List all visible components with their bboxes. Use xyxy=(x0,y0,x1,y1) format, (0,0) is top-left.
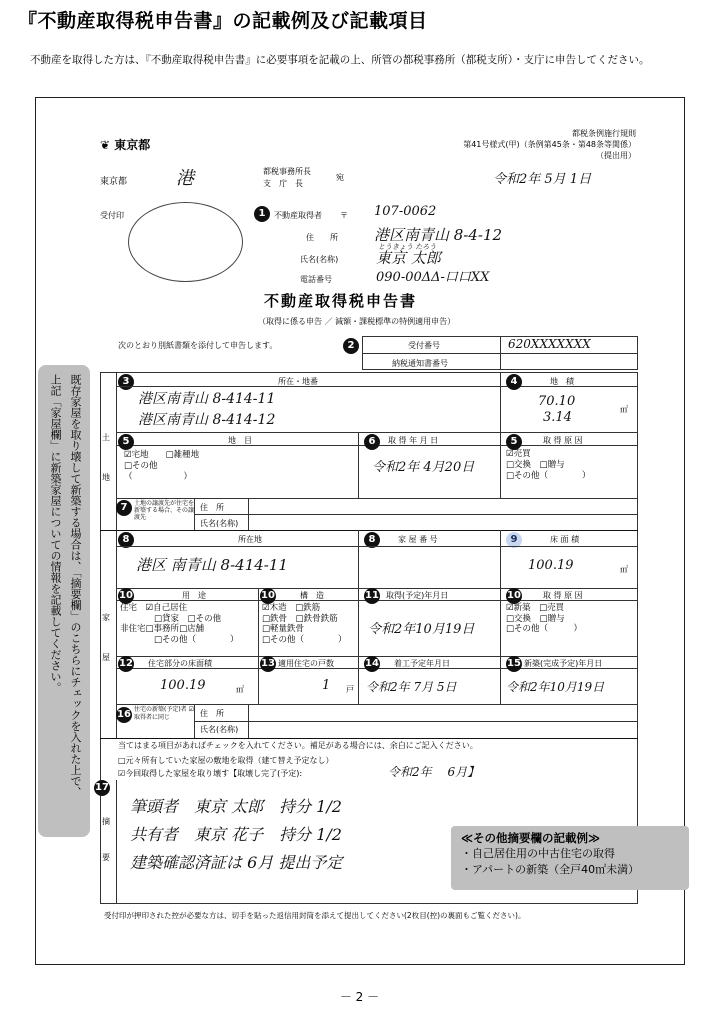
remarks-line-1: 筆頭者 東京 太郎 持分 1/2 xyxy=(130,797,342,816)
remarks-example-callout xyxy=(451,826,689,890)
marker-10a: 10 xyxy=(118,588,134,604)
structure-header: 構 造 xyxy=(300,591,324,600)
house-reason-gift[interactable]: □贈与 xyxy=(539,613,565,624)
house-reason-sale[interactable]: □売買 xyxy=(539,603,565,613)
marker-5: 5 xyxy=(118,434,134,450)
marker-2: 2 xyxy=(343,338,359,354)
use-rental[interactable]: □貸家 xyxy=(154,613,180,624)
remarks-check-1[interactable]: □元々所有していた家屋の敷地を取得（建て替え予定なし） xyxy=(118,756,334,765)
land-reason-options xyxy=(506,449,591,482)
house-reason-exchange[interactable]: □交換 xyxy=(506,613,532,624)
regulation-line-2: 第41号様式(甲)（条例第45条・第48条等関係） xyxy=(463,140,636,149)
land-cat-misc[interactable]: □雑種地 xyxy=(165,450,200,460)
row3-div-1 xyxy=(258,656,259,704)
struct-src[interactable]: □鉄骨鉄筋 xyxy=(295,613,338,624)
form-subtitle: （取得に係る申告 ／ 減額・課税標準の特例適用申告） xyxy=(258,317,456,326)
house-date-divider xyxy=(500,588,501,656)
house-reason-options xyxy=(506,603,582,635)
resident-address-label: 住 所 xyxy=(200,709,224,718)
remarks-section-line xyxy=(100,738,638,739)
land-acq-date: 令和2年 4月20日 xyxy=(372,460,475,475)
marker-16: 16 xyxy=(116,707,132,723)
house-acq-date-header: 取得(予定)年月日 xyxy=(386,591,449,600)
receipt-no-label: 受付番号 xyxy=(408,341,440,350)
land-cat-divider xyxy=(358,432,359,498)
house-acq-date: 令和2年10月19日 xyxy=(368,622,475,637)
side-note-line-1: 既存家屋を取り壊して新築する場合は、「摘要欄」のこちらにチェックを入れた上で、 xyxy=(69,374,82,798)
marker-10b: 10 xyxy=(260,588,276,604)
use-other-blank: □その他（ ） xyxy=(154,634,239,645)
land-area-divider xyxy=(500,372,501,432)
branch-head-label: 支 庁 長 xyxy=(263,179,303,188)
marker-1: 1 xyxy=(254,206,270,222)
marker-6: 6 xyxy=(364,434,380,450)
acquirer-label: 不動産取得者 xyxy=(274,211,322,220)
marker-13: 13 xyxy=(260,656,276,672)
issuer-name: 東京都 xyxy=(114,138,151,152)
units-suffix: 戸 xyxy=(346,685,354,694)
name-furigana: とうきょう たろう xyxy=(378,243,437,251)
acq-date-header: 取 得 年 月 日 xyxy=(388,436,439,445)
callout-item-1: ・自己居住用の中古住宅の取得 xyxy=(461,847,615,860)
regulation-line-1: 都税条例施行規則 xyxy=(572,129,636,138)
notice-no-label: 納税通知書番号 xyxy=(392,359,448,368)
house-floor-area-header: 住宅部分の床面積 xyxy=(148,659,212,668)
filing-date: 令和2年 5月 1日 xyxy=(493,172,592,187)
house-num-divider xyxy=(500,530,501,588)
row3-div-2 xyxy=(358,656,359,704)
use-divider xyxy=(258,588,259,656)
house-reason-new[interactable]: ☑新築 xyxy=(506,603,531,613)
marker-11: 11 xyxy=(364,588,380,604)
receipt-stamp-area xyxy=(128,202,243,282)
units-header: 適用住宅の戸数 xyxy=(278,659,334,668)
house-number-header: 家 屋 番 号 xyxy=(398,535,438,544)
struct-steel[interactable]: □鉄骨 xyxy=(262,613,288,624)
resident-name-label: 氏名(名称) xyxy=(200,725,239,734)
tokyo-emblem-icon: ❦ xyxy=(100,138,111,152)
receipt-col-divider xyxy=(500,336,501,370)
house-header-line xyxy=(116,546,638,547)
house-side-1: 家 xyxy=(102,613,110,622)
tokyo-label: 東京都 xyxy=(100,177,128,187)
remarks-line-2: 共有者 東京 花子 持分 1/2 xyxy=(130,825,342,844)
reason-sale[interactable]: ☑売買 xyxy=(506,449,531,459)
house-floor-area-unit: ㎡ xyxy=(236,685,244,694)
start-date-header: 着工予定年月日 xyxy=(394,659,450,668)
land-area-2: 3.14 xyxy=(543,410,572,425)
house-side-label xyxy=(102,598,110,678)
receipt-stamp-label: 受付印 xyxy=(100,211,124,220)
house-reason-other[interactable]: □その他（ ） xyxy=(506,624,583,634)
land-area-unit: ㎡ xyxy=(620,405,628,414)
regulation-block xyxy=(463,128,636,161)
marker-3: 3 xyxy=(118,374,134,390)
transferee-label-divider xyxy=(248,498,249,530)
start-date-value: 令和2年 7月 5日 xyxy=(366,680,457,694)
floor-area-unit: ㎡ xyxy=(620,565,628,574)
address-label: 住 所 xyxy=(306,233,338,242)
struct-rc[interactable]: □鉄筋 xyxy=(295,603,321,613)
resident-label-divider xyxy=(248,704,249,738)
house-reason-header: 取 得 原 因 xyxy=(543,591,583,600)
land-side-1: 土 xyxy=(102,433,110,442)
intro-text: 不動産を取得した方は、『不動産取得税申告書』に必要事項を記載の上、所管の都税事務所（都税支所）・支庁に申告してください。 xyxy=(30,54,650,66)
remarks-line-3: 建築確認済証は 6月 提出予定 xyxy=(130,853,343,872)
use-own-residence[interactable]: ☑自己居住 xyxy=(145,603,188,613)
marker-17: 17 xyxy=(94,780,110,796)
postal-mark: 〒 xyxy=(340,211,348,220)
use-options xyxy=(120,603,239,645)
house-floor-area-value: 100.19 xyxy=(160,678,206,693)
struct-light-steel[interactable]: □軽量鉄骨 xyxy=(262,624,305,634)
land-location-header: 所在・地番 xyxy=(278,377,318,386)
addressee-suffix: 宛 xyxy=(336,173,344,182)
reason-exchange[interactable]: □交換 xyxy=(506,460,532,470)
form-footer-note: 受付印が押印された控が必要な方は、切手を貼った返信用封筒を添えて提出してください(2枚目(控)の裏面もご覧ください)。 xyxy=(104,911,526,920)
office-head-label: 都税事務所長 xyxy=(263,167,311,176)
land-cat-other-blank: （ ） xyxy=(124,472,193,482)
remarks-check-2[interactable]: ☑今回取得した家屋を取り壊す【取壊し完了(予定): xyxy=(118,769,303,778)
land-location-2: 港区南青山 8-414-12 xyxy=(138,412,276,428)
use-housing-label: 住宅 xyxy=(120,603,138,613)
transferee-address-label: 住 所 xyxy=(200,503,224,512)
remarks-side-1: 摘 xyxy=(102,817,110,826)
receipt-no-value: 620XXXXXXX xyxy=(508,337,591,351)
reason-gift[interactable]: □贈与 xyxy=(539,460,565,470)
land-area-header: 地 積 xyxy=(550,377,574,386)
house-section-line xyxy=(100,530,638,531)
structure-divider xyxy=(358,588,359,656)
land-side-label xyxy=(102,418,110,498)
land-location-1: 港区南青山 8-414-11 xyxy=(138,391,276,407)
side-col-divider xyxy=(116,372,117,738)
callout-item-2: ・アパートの新築（全戸40㎡未満） xyxy=(461,863,640,876)
land-cat-other[interactable]: □その他 xyxy=(124,461,158,471)
marker-7: 7 xyxy=(116,500,132,516)
tokyo-logo xyxy=(100,136,150,153)
marker-15: 15 xyxy=(506,656,522,672)
floor-area-value: 100.19 xyxy=(528,558,574,573)
house-location-header: 所在地 xyxy=(238,535,262,544)
land-cat-residential[interactable]: ☑宅地 xyxy=(124,450,149,460)
use-office[interactable]: □事務所 xyxy=(145,624,180,634)
acquirer-name: 東京 太郎 xyxy=(376,249,441,267)
marker-10c: 10 xyxy=(506,588,522,604)
complete-date-value: 令和2年10月19日 xyxy=(506,680,605,694)
resident-note: 住宅の新築(予定)者 ☑取得者に同じ xyxy=(134,706,194,721)
units-value: 1 xyxy=(322,678,331,693)
land-category-header: 地 目 xyxy=(228,436,252,445)
use-shop[interactable]: □店舗 xyxy=(179,624,205,634)
land-side-2: 地 xyxy=(102,473,110,482)
use-non-housing-label: 非住宅 xyxy=(120,624,146,634)
remarks-side-label xyxy=(102,804,110,876)
land-row2-divider xyxy=(116,432,638,433)
acquirer-address: 港区南青山 8-4-12 xyxy=(374,226,503,244)
transferee-mid-line xyxy=(194,514,638,515)
structure-options xyxy=(262,603,347,645)
remarks-side-divider xyxy=(116,780,117,904)
resident-mid-line xyxy=(194,721,638,722)
demolition-date: 令和2年 6月】 xyxy=(388,765,480,779)
marker-9: 9 xyxy=(506,532,522,548)
struct-other[interactable]: □その他（ ） xyxy=(262,634,347,645)
marker-8: 8 xyxy=(118,532,134,548)
side-note-line-2: 上記「家屋欄」に新築家屋についての情報を記載してください。 xyxy=(49,374,62,693)
marker-8b: 8 xyxy=(364,532,380,548)
page-number: － 2 － xyxy=(339,990,380,1004)
transferee-name-label: 氏名(名称) xyxy=(200,519,239,528)
land-area-1: 70.10 xyxy=(538,394,576,409)
land-date-divider xyxy=(500,432,501,498)
tax-return-form xyxy=(88,118,648,928)
house-side-2: 屋 xyxy=(102,653,110,662)
name-label: 氏名(名称) xyxy=(300,255,339,264)
postal-code: 107-0062 xyxy=(374,204,437,219)
marker-4: 4 xyxy=(506,374,522,390)
complete-date-header: 新築(完成予定)年月日 xyxy=(524,659,603,668)
use-header: 用 途 xyxy=(182,591,206,600)
acq-reason-header: 取 得 原 因 xyxy=(543,436,583,445)
addressee-block xyxy=(263,166,311,190)
regulation-line-3: （提出用） xyxy=(596,151,636,160)
use-other[interactable]: □その他 xyxy=(187,613,222,624)
remarks-instruction: 当てはまる項目があればチェックを入れてください。補足がある場合には、余白にご記入ください。 xyxy=(118,741,478,750)
phone-number: 090-00ΔΔ-口口XX xyxy=(376,270,490,285)
remarks-side-2: 要 xyxy=(102,853,110,862)
ward-handwritten: 港 xyxy=(176,168,194,189)
reason-other[interactable]: □その他（ ） xyxy=(506,471,591,481)
transferee-note: 土地の譲渡先が住宅を新築する場合、その譲渡先 xyxy=(134,500,195,521)
house-location: 港区 南青山 8-414-11 xyxy=(136,556,288,574)
marker-5b: 5 xyxy=(506,434,522,450)
page-title: 『不動産取得税申告書』の記載例及び記載項目 xyxy=(18,10,428,32)
phone-label: 電話番号 xyxy=(300,275,332,284)
row3-div-3 xyxy=(500,656,501,704)
callout-title: ≪その他摘要欄の記載例≫ xyxy=(461,831,601,845)
house-loc-divider xyxy=(358,530,359,588)
marker-12: 12 xyxy=(118,656,134,672)
marker-14: 14 xyxy=(364,656,380,672)
struct-wood[interactable]: ☑木造 xyxy=(262,603,287,613)
attach-note: 次のとおり別紙書類を添付して申告します。 xyxy=(118,341,278,350)
land-category-options xyxy=(124,450,199,483)
form-title: 不動産取得税申告書 xyxy=(264,292,418,310)
floor-area-header: 床 面 積 xyxy=(550,535,580,544)
